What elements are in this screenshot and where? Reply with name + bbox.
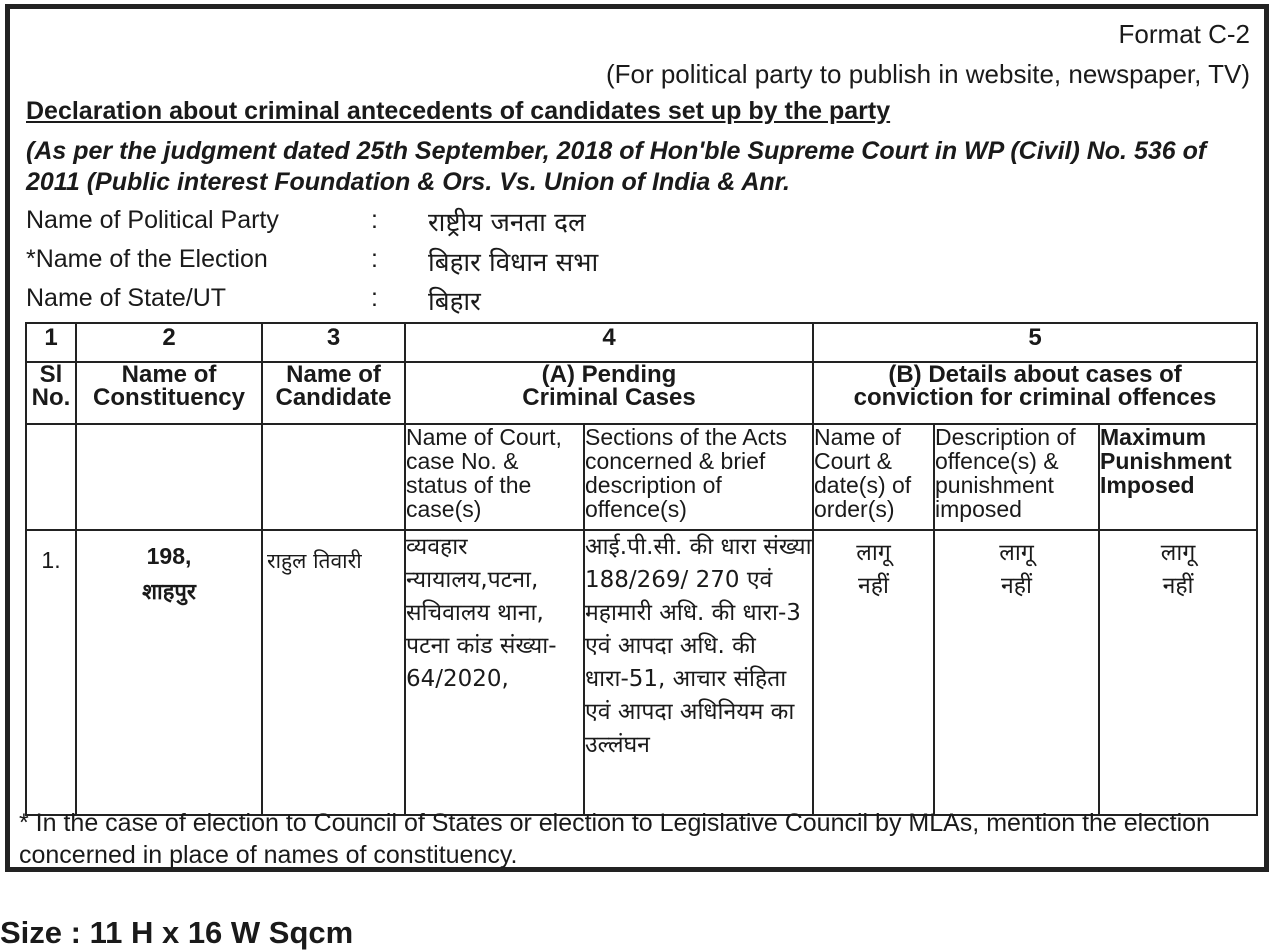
row-candidate: राहुल तिवारी	[262, 530, 405, 815]
header-sl-no	[26, 362, 76, 424]
document-title: Declaration about criminal antecedents of candidates set up by the party	[26, 97, 891, 125]
header-candidate-text: Name of Candidate	[275, 361, 392, 411]
subheader-empty-1	[26, 424, 76, 530]
state-name-value: बिहार	[428, 287, 481, 317]
election-name-value: बिहार विधान सभा	[428, 248, 599, 278]
header-constituency-text: Name of Constituency	[92, 361, 245, 411]
subheader-max-punishment: Maximum Punishment Imposed	[1099, 424, 1257, 530]
declaration-frame	[5, 4, 1269, 872]
row-constituency-number: 198,	[146, 543, 192, 569]
header-sl-no-text: Sl No.	[31, 361, 71, 411]
col-number-4: 4	[405, 323, 813, 362]
subheader-row	[26, 424, 1257, 530]
col-number-2: 2	[76, 323, 262, 362]
header-constituency	[76, 362, 262, 424]
party-name-colon: :	[371, 206, 378, 234]
party-name-label: Name of Political Party	[26, 206, 279, 234]
format-label: Format C-2	[1118, 19, 1250, 49]
row-court-case: व्यवहार न्यायालय,पटना, सचिवालय थाना, पटना कांड संख्या- 64/2020,	[405, 530, 584, 815]
subheader-court-date: Name of Court & date(s) of order(s)	[813, 424, 934, 530]
election-name-colon: :	[371, 245, 378, 273]
row-court-date: लागू नहीं	[813, 530, 934, 815]
publication-purpose: (For political party to publish in website, newspaper, TV)	[605, 59, 1250, 89]
state-name-label: Name of State/UT	[26, 284, 227, 312]
row-sl-no: 1.	[26, 530, 76, 815]
header-pending-cases-text: (A) Pending Criminal Cases	[522, 361, 696, 411]
header-candidate	[262, 362, 405, 424]
antecedents-table	[25, 322, 1258, 816]
header-pending-cases	[405, 362, 813, 424]
state-name-colon: :	[371, 284, 378, 312]
size-note: Size : 11 H x 16 W Sqcm	[0, 915, 354, 950]
row-constituency-name: शाहपुर	[142, 580, 196, 605]
col-number-5: 5	[813, 323, 1257, 362]
row-constituency	[76, 530, 262, 815]
row-description: लागू नहीं	[934, 530, 1099, 815]
footnote: * In the case of election to Council of States or election to Legislative Council by MLAs, mention the election concerned in place of names of constituency.	[19, 809, 1210, 869]
election-name-label: *Name of the Election	[26, 245, 268, 273]
column-number-row	[26, 323, 1257, 362]
judgment-reference: (As per the judgment dated 25th September, 2018 of Hon'ble Supreme Court in WP (Civil) No. 536 of 2011 (Public interest Foundation & Ors. Vs. Union of India & Anr.	[26, 137, 1207, 196]
header-row	[26, 362, 1257, 424]
subheader-court-case: Name of Court, case No. & status of the case(s)	[405, 424, 584, 530]
col-number-1: 1	[26, 323, 76, 362]
col-number-3: 3	[262, 323, 405, 362]
subheader-sections: Sections of the Acts concerned & brief description of offence(s)	[584, 424, 813, 530]
row-max-punishment: लागू नहीं	[1099, 530, 1257, 815]
table-row	[26, 530, 1257, 815]
header-conviction-cases-text: (B) Details about cases of conviction for criminal offences	[853, 361, 1217, 411]
subheader-description: Description of offence(s) & punishment imposed	[934, 424, 1099, 530]
header-conviction-cases	[813, 362, 1257, 424]
subheader-empty-2	[76, 424, 262, 530]
row-sections: आई.पी.सी. की धारा संख्या 188/269/ 270 एवं महामारी अधि. की धारा-3 एवं आपदा अधि. की धारा-51, आचार संहिता एवं आपदा अधिनियम का उल्लंघन	[584, 530, 813, 815]
party-name-value: राष्ट्रीय जनता दल	[428, 208, 586, 238]
subheader-empty-3	[262, 424, 405, 530]
